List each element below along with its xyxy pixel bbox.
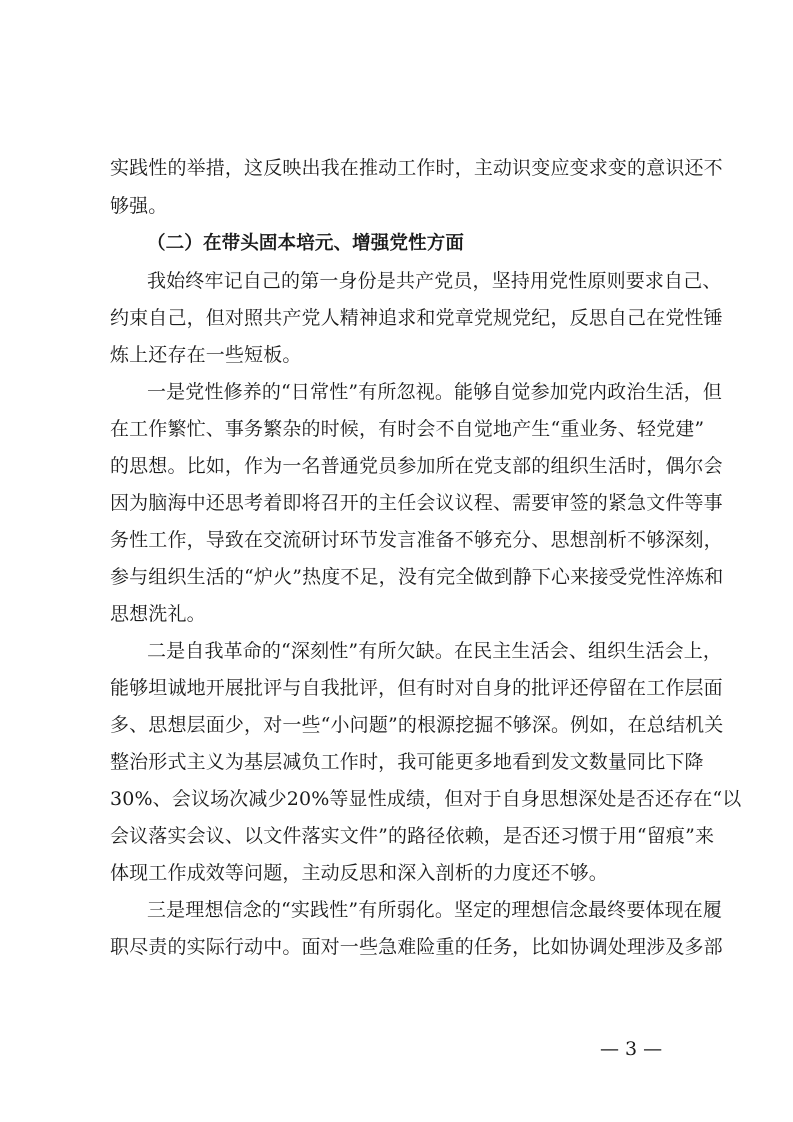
page-number: — 3 — bbox=[600, 1038, 663, 1060]
body-line: 够强。 bbox=[110, 195, 168, 217]
body-line: 炼上还存在一些短板。 bbox=[110, 344, 302, 366]
body-line: 会议落实会议、以文件落实文件”的路径依赖，是否还习惯于用“留痕”来 bbox=[110, 825, 715, 847]
body-line: 在工作繁忙、事务繁杂的时候，有时会不自觉地产生“重业务、轻党建” bbox=[110, 418, 705, 440]
section-heading: （二）在带头固本培元、增强党性方面 bbox=[147, 233, 465, 254]
paragraph-first-line: 二是自我革命的“深刻性”有所欠缺。在民主生活会、组织生活会上， bbox=[147, 640, 723, 662]
body-line: 因为脑海中还思考着即将召开的主任会议议程、需要审签的紧急文件等事 bbox=[110, 492, 723, 514]
body-line: 务性工作，导致在交流研讨环节发言准备不够充分、思想剖析不够深刻， bbox=[110, 529, 723, 551]
body-line: 能够坦诚地开展批评与自我批评，但有时对自身的批评还停留在工作层面 bbox=[110, 677, 723, 699]
paragraph-first-line: 一是党性修养的“日常性”有所忽视。能够自觉参加党内政治生活，但 bbox=[147, 381, 723, 403]
body-line: 的思想。比如，作为一名普通党员参加所在党支部的组织生活时，偶尔会 bbox=[110, 455, 723, 477]
body-line: 约束自己，但对照共产党人精神追求和党章党规党纪，反思自己在党性锤 bbox=[110, 307, 723, 329]
body-line: 参与组织生活的“炉火”热度不足，没有完全做到静下心来接受党性淬炼和 bbox=[110, 566, 724, 588]
body-line: 30%、会议场次减少20%等显性成绩，但对于自身思想深处是否还存在“以 bbox=[110, 788, 742, 810]
body-line: 体现工作成效等问题，主动反思和深入剖析的力度还不够。 bbox=[110, 862, 608, 884]
paragraph-first-line: 三是理想信念的“实践性”有所弱化。坚定的理想信念最终要体现在履 bbox=[147, 899, 723, 921]
body-line: 实践性的举措，这反映出我在推动工作时，主动识变应变求变的意识还不 bbox=[110, 157, 723, 179]
paragraph-first-line: 我始终牢记自己的第一身份是共产党员，坚持用党性原则要求自己、 bbox=[147, 270, 722, 292]
body-line: 思想洗礼。 bbox=[110, 603, 206, 625]
body-line: 职尽责的实际行动中。面对一些急难险重的任务，比如协调处理涉及多部 bbox=[110, 936, 723, 958]
body-line: 整治形式主义为基层减负工作时，我可能更多地看到发文数量同比下降 bbox=[110, 751, 704, 773]
body-line: 多、思想层面少，对一些“小问题”的根源挖掘不够深。例如，在总结机关 bbox=[110, 714, 724, 736]
